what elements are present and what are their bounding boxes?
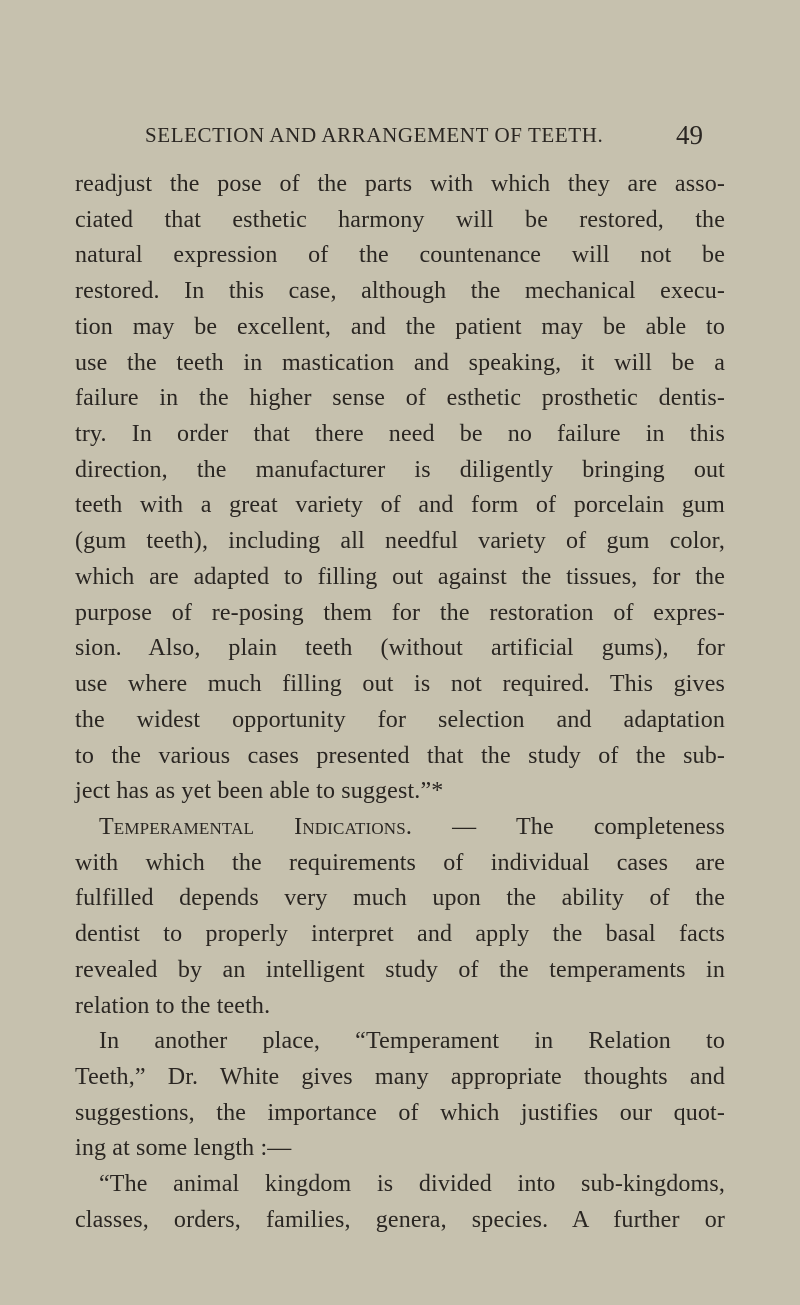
running-title: SELECTION AND ARRANGEMENT OF TEETH. bbox=[145, 123, 604, 147]
section-heading-line bbox=[75, 810, 725, 846]
text-line: purpose of re-posing them for the restoration of expres- bbox=[75, 599, 725, 626]
text-line: suggestions, the importance of which justifies our quot- bbox=[75, 1099, 725, 1126]
text-line: tion may be excellent, and the patient may be able to bbox=[75, 313, 725, 340]
text-line: with which the requirements of individual cases are bbox=[75, 849, 725, 876]
text-line: sion. Also, plain teeth (without artificial gums), for bbox=[75, 635, 725, 662]
paragraph-temperament bbox=[75, 1024, 725, 1167]
section-heading: Temperamental Indications. bbox=[99, 813, 412, 840]
text-line: fulfilled depends very much upon the ability of the bbox=[75, 885, 725, 912]
text-line: try. In order that there need be no failure in this bbox=[75, 421, 725, 448]
text-line: failure in the higher sense of esthetic prosthetic dentis- bbox=[75, 385, 725, 412]
text-line: revealed by an intelligent study of the temperaments in bbox=[75, 956, 725, 983]
text-line: direction, the manufacturer is diligently bringing out bbox=[75, 456, 725, 483]
text-line: ciated that esthetic harmony will be restored, the bbox=[75, 206, 725, 233]
text-line: — The completeness bbox=[452, 813, 725, 840]
text-line: ject has as yet been able to suggest.”* bbox=[75, 778, 444, 805]
text-line: readjust the pose of the parts with which they are asso- bbox=[75, 171, 725, 197]
text-line: Teeth,” Dr. White gives many appropriate thoughts and bbox=[75, 1063, 725, 1090]
text-line: to the various cases presented that the study of the sub- bbox=[75, 742, 725, 769]
text-line: classes, orders, families, genera, species. A further or bbox=[75, 1206, 725, 1233]
body-text bbox=[75, 167, 725, 1239]
text-line: restored. In this case, although the mechanical execu- bbox=[75, 278, 725, 305]
text-line: use where much filling out is not required. This gives bbox=[75, 671, 725, 698]
text-line: relation to the teeth. bbox=[75, 992, 271, 1019]
page-number: 49 bbox=[676, 120, 703, 150]
text-line: In another place, “Temperament in Relation to bbox=[99, 1028, 725, 1055]
text-line: which are adapted to filling out against the tissues, for the bbox=[75, 563, 725, 590]
text-line: teeth with a great variety of and form of porcelain gum bbox=[75, 492, 725, 519]
text-line: ing at some length :— bbox=[75, 1135, 292, 1162]
text-line: (gum teeth), including all needful variety of gum color, bbox=[75, 528, 725, 555]
running-head bbox=[0, 118, 800, 152]
text-line: “The animal kingdom is divided into sub-kingdoms, bbox=[99, 1171, 725, 1198]
section-temperamental-indications bbox=[75, 810, 725, 1024]
text-line: the widest opportunity for selection and adaptation bbox=[75, 706, 725, 733]
paragraph-continued bbox=[75, 167, 725, 810]
text-line: dentist to properly interpret and apply the basal facts bbox=[75, 921, 725, 948]
paragraph-quotation bbox=[75, 1167, 725, 1238]
text-line: use the teeth in mastication and speaking, it will be a bbox=[75, 349, 725, 376]
text-line: natural expression of the countenance will not be bbox=[75, 242, 725, 269]
